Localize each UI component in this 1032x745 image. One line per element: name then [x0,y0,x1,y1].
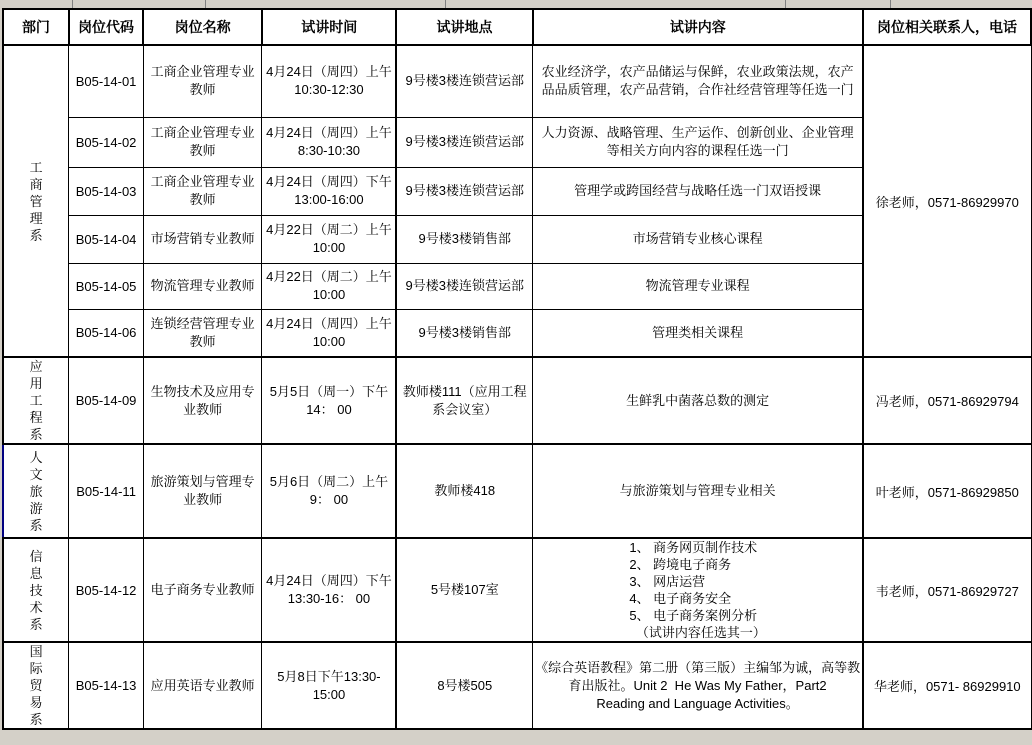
time-line: 15:00 [312,686,346,702]
time-cell [262,167,397,215]
position-line: 物流管理专业教师 [150,278,255,293]
code-cell: B05-14-01 [69,45,143,117]
gridline-tick [445,0,446,8]
code-cell: B05-14-02 [69,117,143,167]
content-cell [533,357,864,444]
time-line: 9： 00 [309,492,349,507]
department-label: 人文旅游系 [29,449,43,533]
position-cell [143,167,262,215]
time-line: 8:30-10:30 [297,143,361,158]
time-cell [262,538,397,642]
gridline-tick [785,0,786,8]
content-cell [533,538,864,642]
gridline-tick [72,0,73,8]
spreadsheet-top-gridline-strip [0,0,1032,8]
content-line: 农业经济学，农产品储运与保鲜，农业政策法规，农产 [541,64,854,80]
position-cell [143,642,262,729]
position-line: 业教师 [183,492,223,507]
content-list [629,539,766,641]
department-cell [3,538,69,642]
position-cell [143,309,262,357]
time-line: 10:00 [312,333,346,349]
contact-cell: 冯老师，0571-86929794 [863,357,1031,444]
time-line: 10:00 [312,240,346,255]
content-line: 人力资源、战略管理、生产运作、创新创业、企业管理 [541,125,854,140]
position-line: 旅游策划与管理专 [150,474,255,489]
time-line: 4月22日（周二）上午 [266,222,392,237]
position-line: 业教师 [183,401,223,417]
content-line: 品品质管理，农产品营销，合作社经营管理等任选一门 [541,82,854,98]
department-cell [3,444,69,538]
content-line: 市场营销专业核心课程 [632,231,763,246]
content-cell [533,167,864,215]
col-header-department: 部门 [3,9,69,45]
position-cell [143,263,262,309]
time-cell [262,263,397,309]
location-cell [396,45,532,117]
content-line: 3、 网店运营 [629,574,706,589]
location-line: 9号楼3楼销售部 [418,324,511,340]
department-cell [3,45,69,357]
table-row [3,444,1031,538]
location-line: 系会议室） [432,401,498,417]
content-cell [533,263,864,309]
col-header-time: 试讲时间 [262,9,397,45]
position-line: 市场营销专业教师 [150,231,255,246]
content-line: 5、 电子商务案例分析 [629,608,758,623]
col-header-content: 试讲内容 [533,9,864,45]
position-line: 工商企业管理专业 [150,174,255,189]
content-cell [533,45,864,117]
time-line: 4月24日（周四）上午 [266,315,392,331]
position-line: 教师 [189,192,216,207]
content-line: Reading and Language Activities。 [596,695,799,711]
table-row [3,357,1031,444]
contact-cell: 叶老师，0571-86929850 [863,444,1031,538]
position-cell [143,215,262,263]
time-line: 13:00-16:00 [294,192,364,207]
location-cell [396,215,532,263]
location-cell [396,309,532,357]
gridline-tick [890,0,891,8]
position-line: 教师 [189,143,216,158]
table-row [3,642,1031,729]
time-cell [262,215,397,263]
time-line: 5月8日下午13:30- [277,668,381,684]
position-cell [143,444,262,538]
content-line: 《综合英语教程》第二册（第三版）主编邹为诚，高等教 [535,659,861,675]
location-cell [396,357,532,444]
position-cell [143,117,262,167]
time-line: 5月6日（周二）上午 [269,474,389,489]
time-cell [262,117,397,167]
content-line: 2、 跨境电子商务 [629,557,732,572]
time-line: 4月22日（周二）上午 [266,269,392,284]
code-cell: B05-14-13 [69,642,143,729]
location-line: 5号楼107室 [430,582,499,597]
time-cell [262,642,397,729]
code-cell: B05-14-04 [69,215,143,263]
department-label: 工商管理系 [29,159,43,243]
content-line: （试讲内容任选其一） [629,625,766,640]
time-cell [262,45,397,117]
content-cell [533,642,864,729]
time-line: 5月5日（周一）下午 [269,383,389,399]
location-line: 8号楼505 [437,677,493,693]
content-line: 管理学或跨国经营与战略任选一门双语授课 [574,183,822,198]
time-line: 4月24日（周四）下午 [266,174,392,189]
code-cell: B05-14-05 [69,263,143,309]
position-line: 连锁经营管理专业 [150,315,255,331]
content-line: 管理类相关课程 [652,324,744,340]
location-cell [396,263,532,309]
position-line: 工商企业管理专业 [150,64,255,80]
location-line: 9号楼3楼连锁营运部 [405,73,524,89]
content-line: 生鲜乳中菌落总数的测定 [626,392,770,408]
content-line: 物流管理专业课程 [645,278,750,293]
time-line: 4月24日（周四）下午 [266,573,392,588]
table-row [3,45,1031,117]
time-cell [262,444,397,538]
content-line: 等相关方向内容的课程任选一门 [606,143,789,158]
col-header-code: 岗位代码 [69,9,143,45]
trial-lecture-schedule-table [2,8,1032,730]
content-cell [533,444,864,538]
code-cell: B05-14-06 [69,309,143,357]
position-line: 电子商务专业教师 [150,582,255,597]
code-cell: B05-14-12 [69,538,143,642]
content-cell [533,117,864,167]
department-cell [3,642,69,729]
content-line: 与旅游策划与管理专业相关 [619,483,776,498]
position-cell [143,45,262,117]
header-row [3,9,1031,45]
position-line: 教师 [189,333,216,349]
gridline-tick [205,0,206,8]
col-header-contact: 岗位相关联系人，电话 [863,9,1031,45]
location-line: 9号楼3楼连锁营运部 [405,134,524,149]
contact-cell: 徐老师，0571-86929970 [863,45,1031,357]
time-line: 14： 00 [306,401,352,417]
content-line: 1、 商务网页制作技术 [629,540,758,555]
location-cell [396,117,532,167]
position-line: 应用英语专业教师 [150,677,255,693]
location-cell [396,538,532,642]
department-label: 信息技术系 [29,548,43,632]
time-cell [262,309,397,357]
department-label: 国际贸易系 [29,644,43,727]
content-line: 育出版社。Unit 2 He Was My Father，Part2 [568,677,827,693]
time-line: 13:30-16： 00 [287,591,371,606]
position-cell [143,538,262,642]
code-cell: B05-14-03 [69,167,143,215]
position-line: 教师 [189,82,216,98]
code-cell: B05-14-11 [69,444,143,538]
location-cell [396,642,532,729]
contact-cell: 华老师，0571- 86929910 [863,642,1031,729]
content-cell [533,215,864,263]
location-cell [396,444,532,538]
time-line: 4月24日（周四）上午 [266,125,392,140]
position-line: 工商企业管理专业 [150,125,255,140]
time-line: 10:30-12:30 [294,82,364,98]
time-line: 4月24日（周四）上午 [266,64,392,80]
location-line: 9号楼3楼连锁营运部 [405,278,524,293]
code-cell: B05-14-09 [69,357,143,444]
table-row [3,538,1031,642]
position-line: 生物技术及应用专 [150,383,255,399]
content-line: 4、 电子商务安全 [629,591,732,606]
location-line: 9号楼3楼销售部 [418,231,511,246]
time-line: 10:00 [312,287,346,302]
location-line: 9号楼3楼连锁营运部 [405,183,524,198]
department-label: 应用工程系 [29,359,43,442]
col-header-position: 岗位名称 [143,9,262,45]
location-cell [396,167,532,215]
time-cell [262,357,397,444]
location-line: 教师楼111（应用工程 [402,383,527,399]
department-cell [3,357,69,444]
contact-cell: 韦老师，0571-86929727 [863,538,1031,642]
col-header-location: 试讲地点 [396,9,532,45]
content-cell [533,309,864,357]
position-cell [143,357,262,444]
location-line: 教师楼418 [434,483,496,498]
